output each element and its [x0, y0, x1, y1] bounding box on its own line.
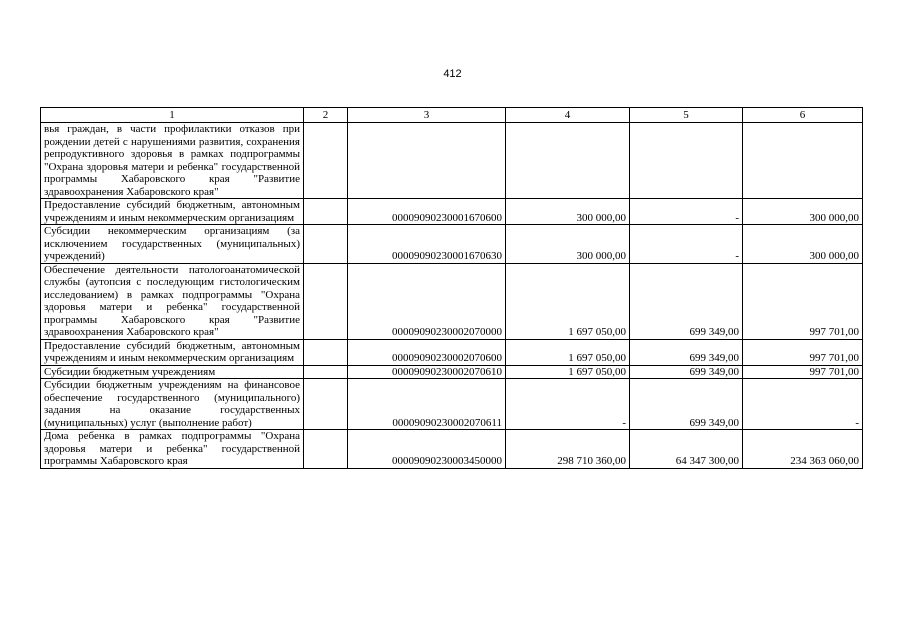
row-code: 00009090230002070000 — [348, 263, 506, 339]
row-col2 — [304, 199, 348, 225]
row-col6: 997 701,00 — [743, 263, 863, 339]
row-col2 — [304, 379, 348, 430]
row-col2 — [304, 430, 348, 469]
table-row — [41, 430, 863, 469]
row-name: Предоставление субсидий бюджетным, автономным учреждениям и иным некоммерческим организациям — [41, 339, 304, 365]
row-col6: 997 701,00 — [743, 365, 863, 379]
row-code: 00009090230001670630 — [348, 225, 506, 264]
row-col5: 64 347 300,00 — [630, 430, 743, 469]
row-name: Дома ребенка в рамках подпрограммы "Охрана здоровья матери и ребенка" государственной программы Хабаровского края — [41, 430, 304, 469]
row-code: 00009090230001670600 — [348, 199, 506, 225]
row-code: 00009090230002070610 — [348, 365, 506, 379]
row-col4: 298 710 360,00 — [506, 430, 630, 469]
column-header-5: 5 — [630, 108, 743, 123]
budget-table — [40, 107, 863, 469]
row-code: 00009090230002070600 — [348, 339, 506, 365]
table-row — [41, 123, 863, 199]
column-header-6: 6 — [743, 108, 863, 123]
row-col4: 1 697 050,00 — [506, 365, 630, 379]
row-col6: - — [743, 379, 863, 430]
row-col6: 997 701,00 — [743, 339, 863, 365]
column-header-2: 2 — [304, 108, 348, 123]
row-col5: 699 349,00 — [630, 339, 743, 365]
row-col5: 699 349,00 — [630, 263, 743, 339]
row-code — [348, 123, 506, 199]
row-col4: 1 697 050,00 — [506, 339, 630, 365]
row-col5: 699 349,00 — [630, 365, 743, 379]
row-code: 00009090230002070611 — [348, 379, 506, 430]
row-col2 — [304, 339, 348, 365]
row-col4: 300 000,00 — [506, 199, 630, 225]
row-col2 — [304, 225, 348, 264]
row-col4: - — [506, 379, 630, 430]
table-row — [41, 339, 863, 365]
row-col6 — [743, 123, 863, 199]
row-col5 — [630, 123, 743, 199]
row-col6: 234 363 060,00 — [743, 430, 863, 469]
row-col4: 1 697 050,00 — [506, 263, 630, 339]
page-number: 412 — [443, 68, 462, 80]
row-col4: 300 000,00 — [506, 225, 630, 264]
row-name: Субсидии некоммерческим организациям (за исключением государственных (муниципальных) учреждений) — [41, 225, 304, 264]
table-row — [41, 199, 863, 225]
row-name: Предоставление субсидий бюджетным, автономным учреждениям и иным некоммерческим организациям — [41, 199, 304, 225]
row-name: Субсидии бюджетным учреждениям — [41, 365, 304, 379]
row-name: Обеспечение деятельности патологоанатомической службы (аутопсия с последующим гистологическим исследованием) в рамках подпрограммы "Охрана здоровья матери и ребенка" государственной программы Хабаровского края "Развитие здравоохранения Хабаровского края" — [41, 263, 304, 339]
row-name: Субсидии бюджетным учреждениям на финансовое обеспечение государственного (муниципального) задания на оказание государственных (муниципальных) услуг (выполнение работ) — [41, 379, 304, 430]
row-col2 — [304, 365, 348, 379]
row-col6: 300 000,00 — [743, 199, 863, 225]
table-row — [41, 225, 863, 264]
row-name: вья граждан, в части профилактики отказов при рождении детей с нарушениями развития, сохранения репродуктивного здоровья в рамках подпрограммы "Охрана здоровья матери и ребенка" государственной программы Хабаровского края "Развитие здравоохранения Хабаровского края" — [41, 123, 304, 199]
row-code: 00009090230003450000 — [348, 430, 506, 469]
table-row — [41, 365, 863, 379]
row-col4 — [506, 123, 630, 199]
row-col5: - — [630, 199, 743, 225]
column-header-3: 3 — [348, 108, 506, 123]
table-header-row — [41, 108, 863, 123]
row-col2 — [304, 123, 348, 199]
row-col6: 300 000,00 — [743, 225, 863, 264]
row-col2 — [304, 263, 348, 339]
table-row — [41, 379, 863, 430]
table-row — [41, 263, 863, 339]
row-col5: 699 349,00 — [630, 379, 743, 430]
column-header-1: 1 — [41, 108, 304, 123]
row-col5: - — [630, 225, 743, 264]
column-header-4: 4 — [506, 108, 630, 123]
